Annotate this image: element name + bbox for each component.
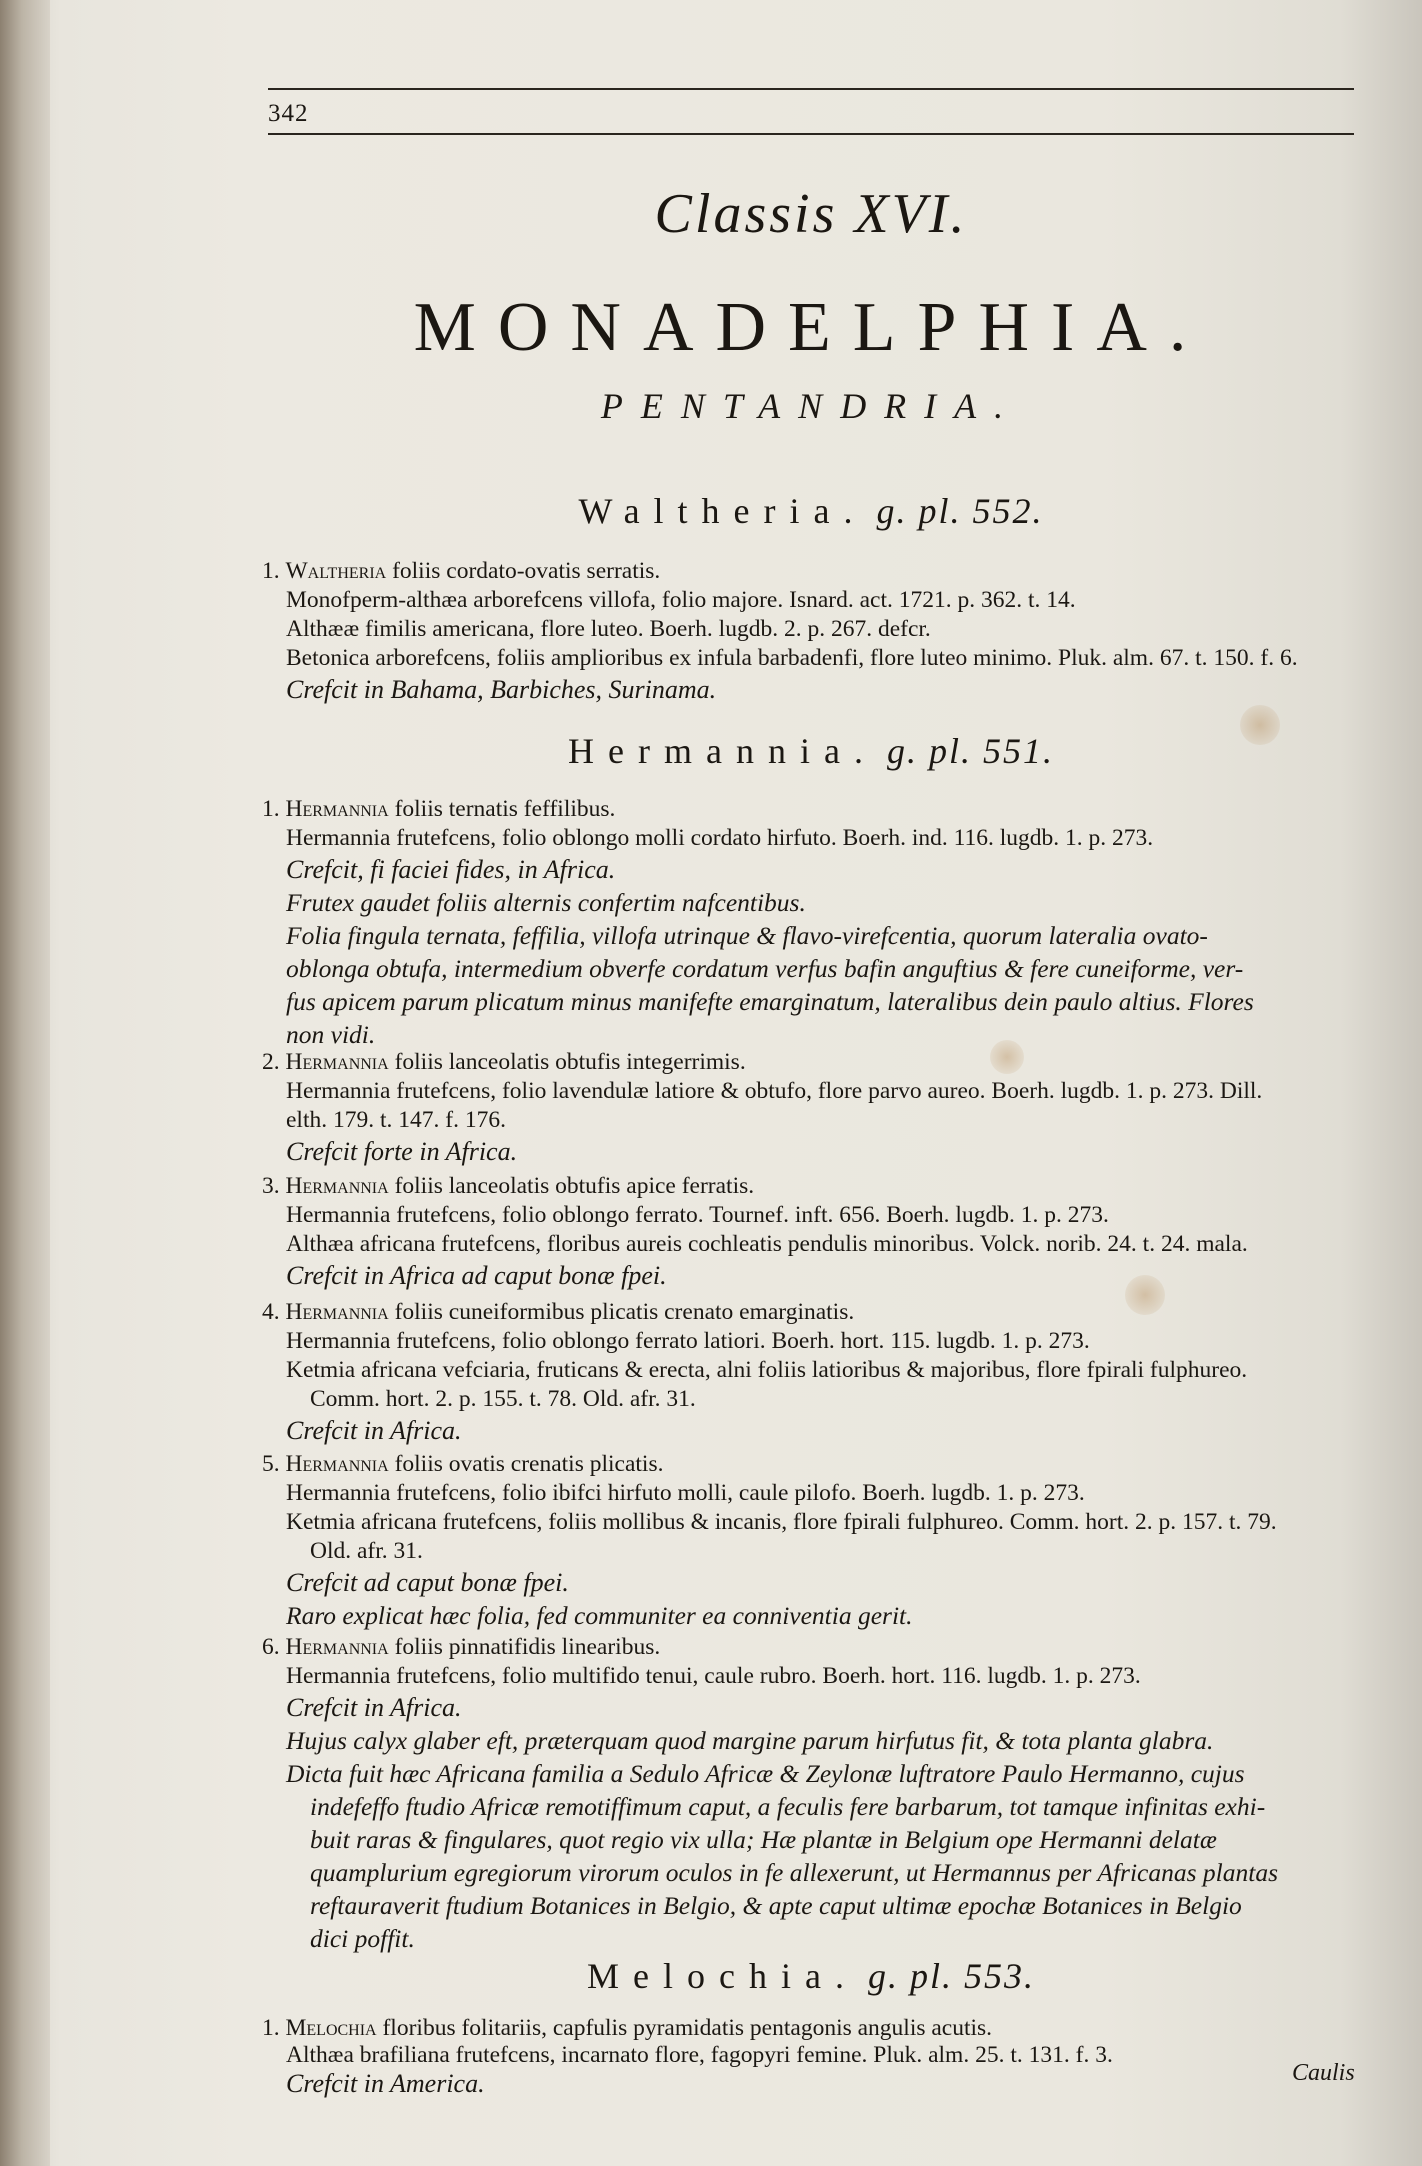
hermannia-entry-2: 2. Hermannia foliis lanceolatis obtufis integerrimis. Hermannia frutefcens, folio lavendulæ latiore & obtufo, flore parvo aureo. Boerh. lugdb. 1. p. 273. Dill. elth. 179. t. 147. f. 176. Crefcit forte in Africa. — [262, 1049, 1263, 1166]
hermannia-entry-4: 4. Hermannia foliis cuneiformibus plicatis crenato emarginatis. Hermannia frutefcens, folio oblongo ferrato latiori. Boerh. hort. 115. lugdb. 1. p. 273. Ketmia africana vefciaria, fruticans & erecta, alni foliis latioribus & majoribus, flore fpirali fulphureo. Comm. hort. 2. p. 155. t. 78. Old. afr. 31. Crefcit in Africa. — [262, 1299, 1248, 1445]
class-title: MONADELPHIA. — [413, 289, 1209, 366]
catchword: Caulis — [1292, 2060, 1355, 2086]
page-number: 342 — [268, 100, 309, 127]
classis-heading: Classis XVI. — [654, 183, 968, 245]
waltheria-entry-1: 1. Waltheria foliis cordato-ovatis serratis. Monofperm-althæa arborefcens villofa, folio majore. Isnard. act. 1721. p. 362. t. 14. Althææ fimilis americana, flore luteo. Boerh. lugdb. 2. p. 267. defcr. Betonica arborefcens, foliis amplioribus ex infula barbadenfi, flore luteo minimo. Pluk. alm. 67. t. 150. f. 6. Crefcit in Bahama, Barbiches, Surinama. — [262, 558, 1298, 704]
hermannia-entry-1: 1. Hermannia foliis ternatis feffilibus. Hermannia frutefcens, folio oblongo molli cordato hirfuto. Boerh. ind. 116. lugdb. 1. p. 273. Crefcit, fi faciei fides, in Africa. Frutex gaudet foliis alternis confertim nafcentibus. Folia fingula ternata, feffilia, villofa utrinque & flavo-virefcentia, quorum lateralia ovato- oblonga obtufa, intermedium obverfe cordatum verfus bafin anguftius & fere cuneiforme, ver- fus apicem parum plicatum minus manifefte emarginatum, lateralibus dein paulo altius. Flores non vidi. — [262, 796, 1254, 1049]
book-gutter — [0, 0, 50, 2166]
genus-heading-melochia: Melochia. g. pl. 553. — [587, 1956, 1035, 1996]
header-rule-top — [268, 88, 1354, 90]
order-title: PENTANDRIA. — [600, 386, 1022, 426]
melochia-entry-1: 1. Melochia floribus folitariis, capfulis pyramidatis pentagonis angulis acutis. Althæa brafiliana frutefcens, incarnato flore, fagopyri femine. Pluk. alm. 25. t. 131. f. 3. Crefcit in America. — [262, 2015, 1113, 2098]
hermannia-entry-3: 3. Hermannia foliis lanceolatis obtufis apice ferratis. Hermannia frutefcens, folio oblongo ferrato. Tournef. inft. 656. Boerh. lugdb. 1. p. 273. Althæa africana frutefcens, floribus aureis cochleatis pendulis minoribus. Volck. norib. 24. t. 24. mala. Crefcit in Africa ad caput bonæ fpei. — [262, 1173, 1248, 1290]
genus-heading-hermannia: Hermannia. g. pl. 551. — [568, 731, 1054, 771]
genus-heading-waltheria: Waltheria. g. pl. 552. — [578, 491, 1044, 531]
header-rule-bottom — [268, 133, 1354, 135]
hermannia-entry-6: 6. Hermannia foliis pinnatifidis linearibus. Hermannia frutefcens, folio multifido tenui, caule rubro. Boerh. hort. 116. lugdb. 1. p. 273. Crefcit in Africa. Hujus calyx glaber eft, præterquam quod margine parum hirfutus fit, & tota planta glabra. Dicta fuit hæc Africana familia a Sedulo Africæ & Zeylonæ luftratore Paulo Hermanno, cujus indefeffo ftudio Africæ remotiffimum caput, a feculis fere barbarum, tot tamque infinitas exhi- buit raras & fingulares, quot regio vix ulla; Hæ plantæ in Belgium ope Hermanni delatæ quamplurium egregiorum virorum oculos in fe allexerunt, ut Hermannus per Africanas plantas reftauraverit ftudium Botanices in Belgio, & apte caput ultimæ epochæ Botanices in Belgio dici poffit. — [262, 1634, 1278, 1953]
hermannia-entry-5: 5. Hermannia foliis ovatis crenatis plicatis. Hermannia frutefcens, folio ibifci hirfuto molli, caule pilofo. Boerh. lugdb. 1. p. 273. Ketmia africana frutefcens, foliis mollibus & incanis, flore fpirali fulphureo. Comm. hort. 2. p. 157. t. 79. Old. afr. 31. Crefcit ad caput bonæ fpei. Raro explicat hæc folia, fed communiter ea conniventia gerit. — [262, 1451, 1277, 1630]
